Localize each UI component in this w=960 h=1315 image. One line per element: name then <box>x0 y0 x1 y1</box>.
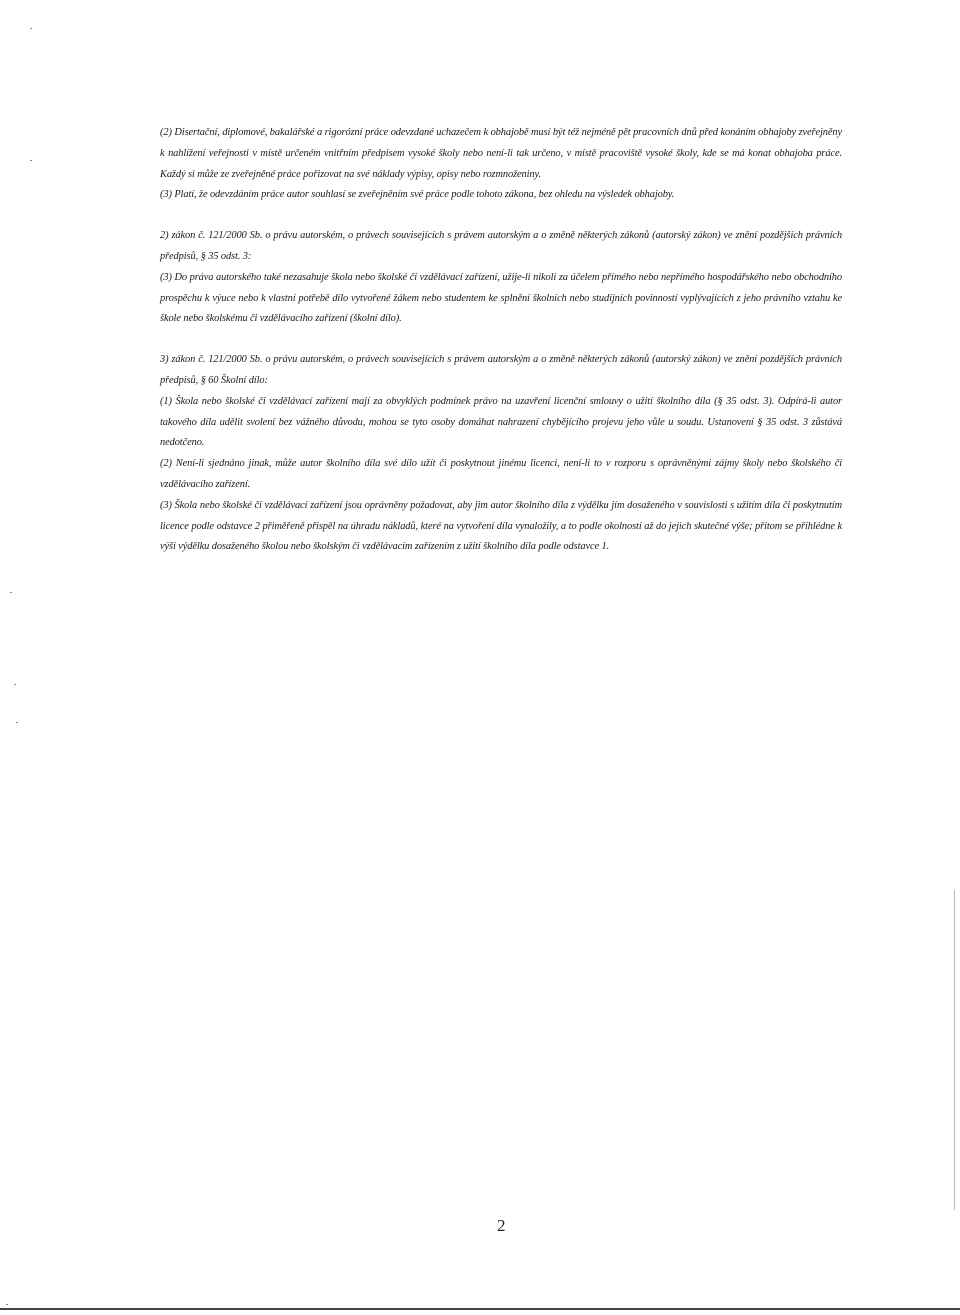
document-body <box>160 123 842 558</box>
scan-speck <box>10 592 12 593</box>
footnote-2-heading: 2) zákon č. 121/2000 Sb. o právu autorském, o právech souvisejících s právem autorským a o změně některých zákonů (autorský zákon) ve znění pozdějších právních předpisů, § 35 odst. 3: <box>160 230 842 262</box>
scan-speck <box>30 160 32 161</box>
scan-speck <box>16 722 18 723</box>
footnote-3-section-1: (1) Škola nebo školské či vzdělávací zařízení mají za obvyklých podmínek právo na uzavření licenční smlouvy o užití školního díla (§ 35 odst. 3). Odpírá-li autor takového díla udělit svolení bez vážného důvodu, mohou se tyto osoby domáhat nahrazení chybějícího projevu jeho vůle u soudu. Ustanovení § 35 odst. 3 zůstává nedotčeno. <box>160 395 842 449</box>
scan-speck <box>30 28 32 29</box>
footnote-3-heading: 3) zákon č. 121/2000 Sb. o právu autorském, o právech souvisejících s právem autorským a o změně některých zákonů (autorský zákon) ve znění pozdějších právních předpisů, § 60 Školní dílo: <box>160 354 842 386</box>
footnote-3-section-3: (3) Škola nebo školské či vzdělávací zařízení jsou oprávněny požadovat, aby jim autor školního díla z výdělku jím dosaženého v souvislosti s užitím díla či poskytnutím licence podle odstavce 2 přiměřeně přispěl na úhradu nákladů, které na vytvoření díla vynaložily, a to podle okolností až do jejich skutečné výše; přitom se přihlédne k výši výdělku dosaženého školou nebo školským či vzdělávacím zařízením z užití školního díla podle odstavce 1. <box>160 499 842 553</box>
scan-speck <box>14 684 16 685</box>
footnote-2-section-3: (3) Do práva autorského také nezasahuje škola nebo školské či vzdělávací zařízení, užije-li nikoli za účelem přímého nebo nepřímého hospodářského nebo obchodního prospěchu k výuce nebo k vlastní potřebě dílo vytvořené žákem nebo studentem ke splnění školních nebo studijních povinností vyplývajících z jeho právního vztahu ke škole nebo školskému či vzdělávacího zařízení (školní dílo). <box>160 271 842 325</box>
footnote-3-section-2: (2) Není-li sjednáno jinak, může autor školního díla své dílo užít či poskytnout jinému licenci, není-li to v rozporu s oprávněnými zájmy školy nebo školského či vzdělávacího zařízení. <box>160 458 842 490</box>
paragraph-3-consent: (3) Platí, že odevzdáním práce autor souhlasí se zveřejněním své práce podle tohoto zákona, bez ohledu na výsledek obhajoby. <box>160 189 675 201</box>
scan-bottom-line <box>0 1308 960 1310</box>
scan-speck <box>6 1304 8 1305</box>
scan-edge-line <box>954 890 955 1210</box>
paragraph-2-public-disclosure: (2) Disertační, diplomové, bakalářské a rigorózní práce odevzdané uchazečem k obhajobě musí být též nejméně pět pracovních dnů před konáním obhajoby zveřejněny k nahlížení veřejnosti v místě určeném vnitřním předpisem vysoké školy nebo není-li tak určeno, v místě pracoviště vysoké školy, kde se má konat obhajoba práce. Každý si může ze zveřejněné práce pořizovat na své náklady výpisy, opisy nebo rozmnoženiny. <box>160 127 842 180</box>
page-number: 2 <box>497 1216 506 1235</box>
